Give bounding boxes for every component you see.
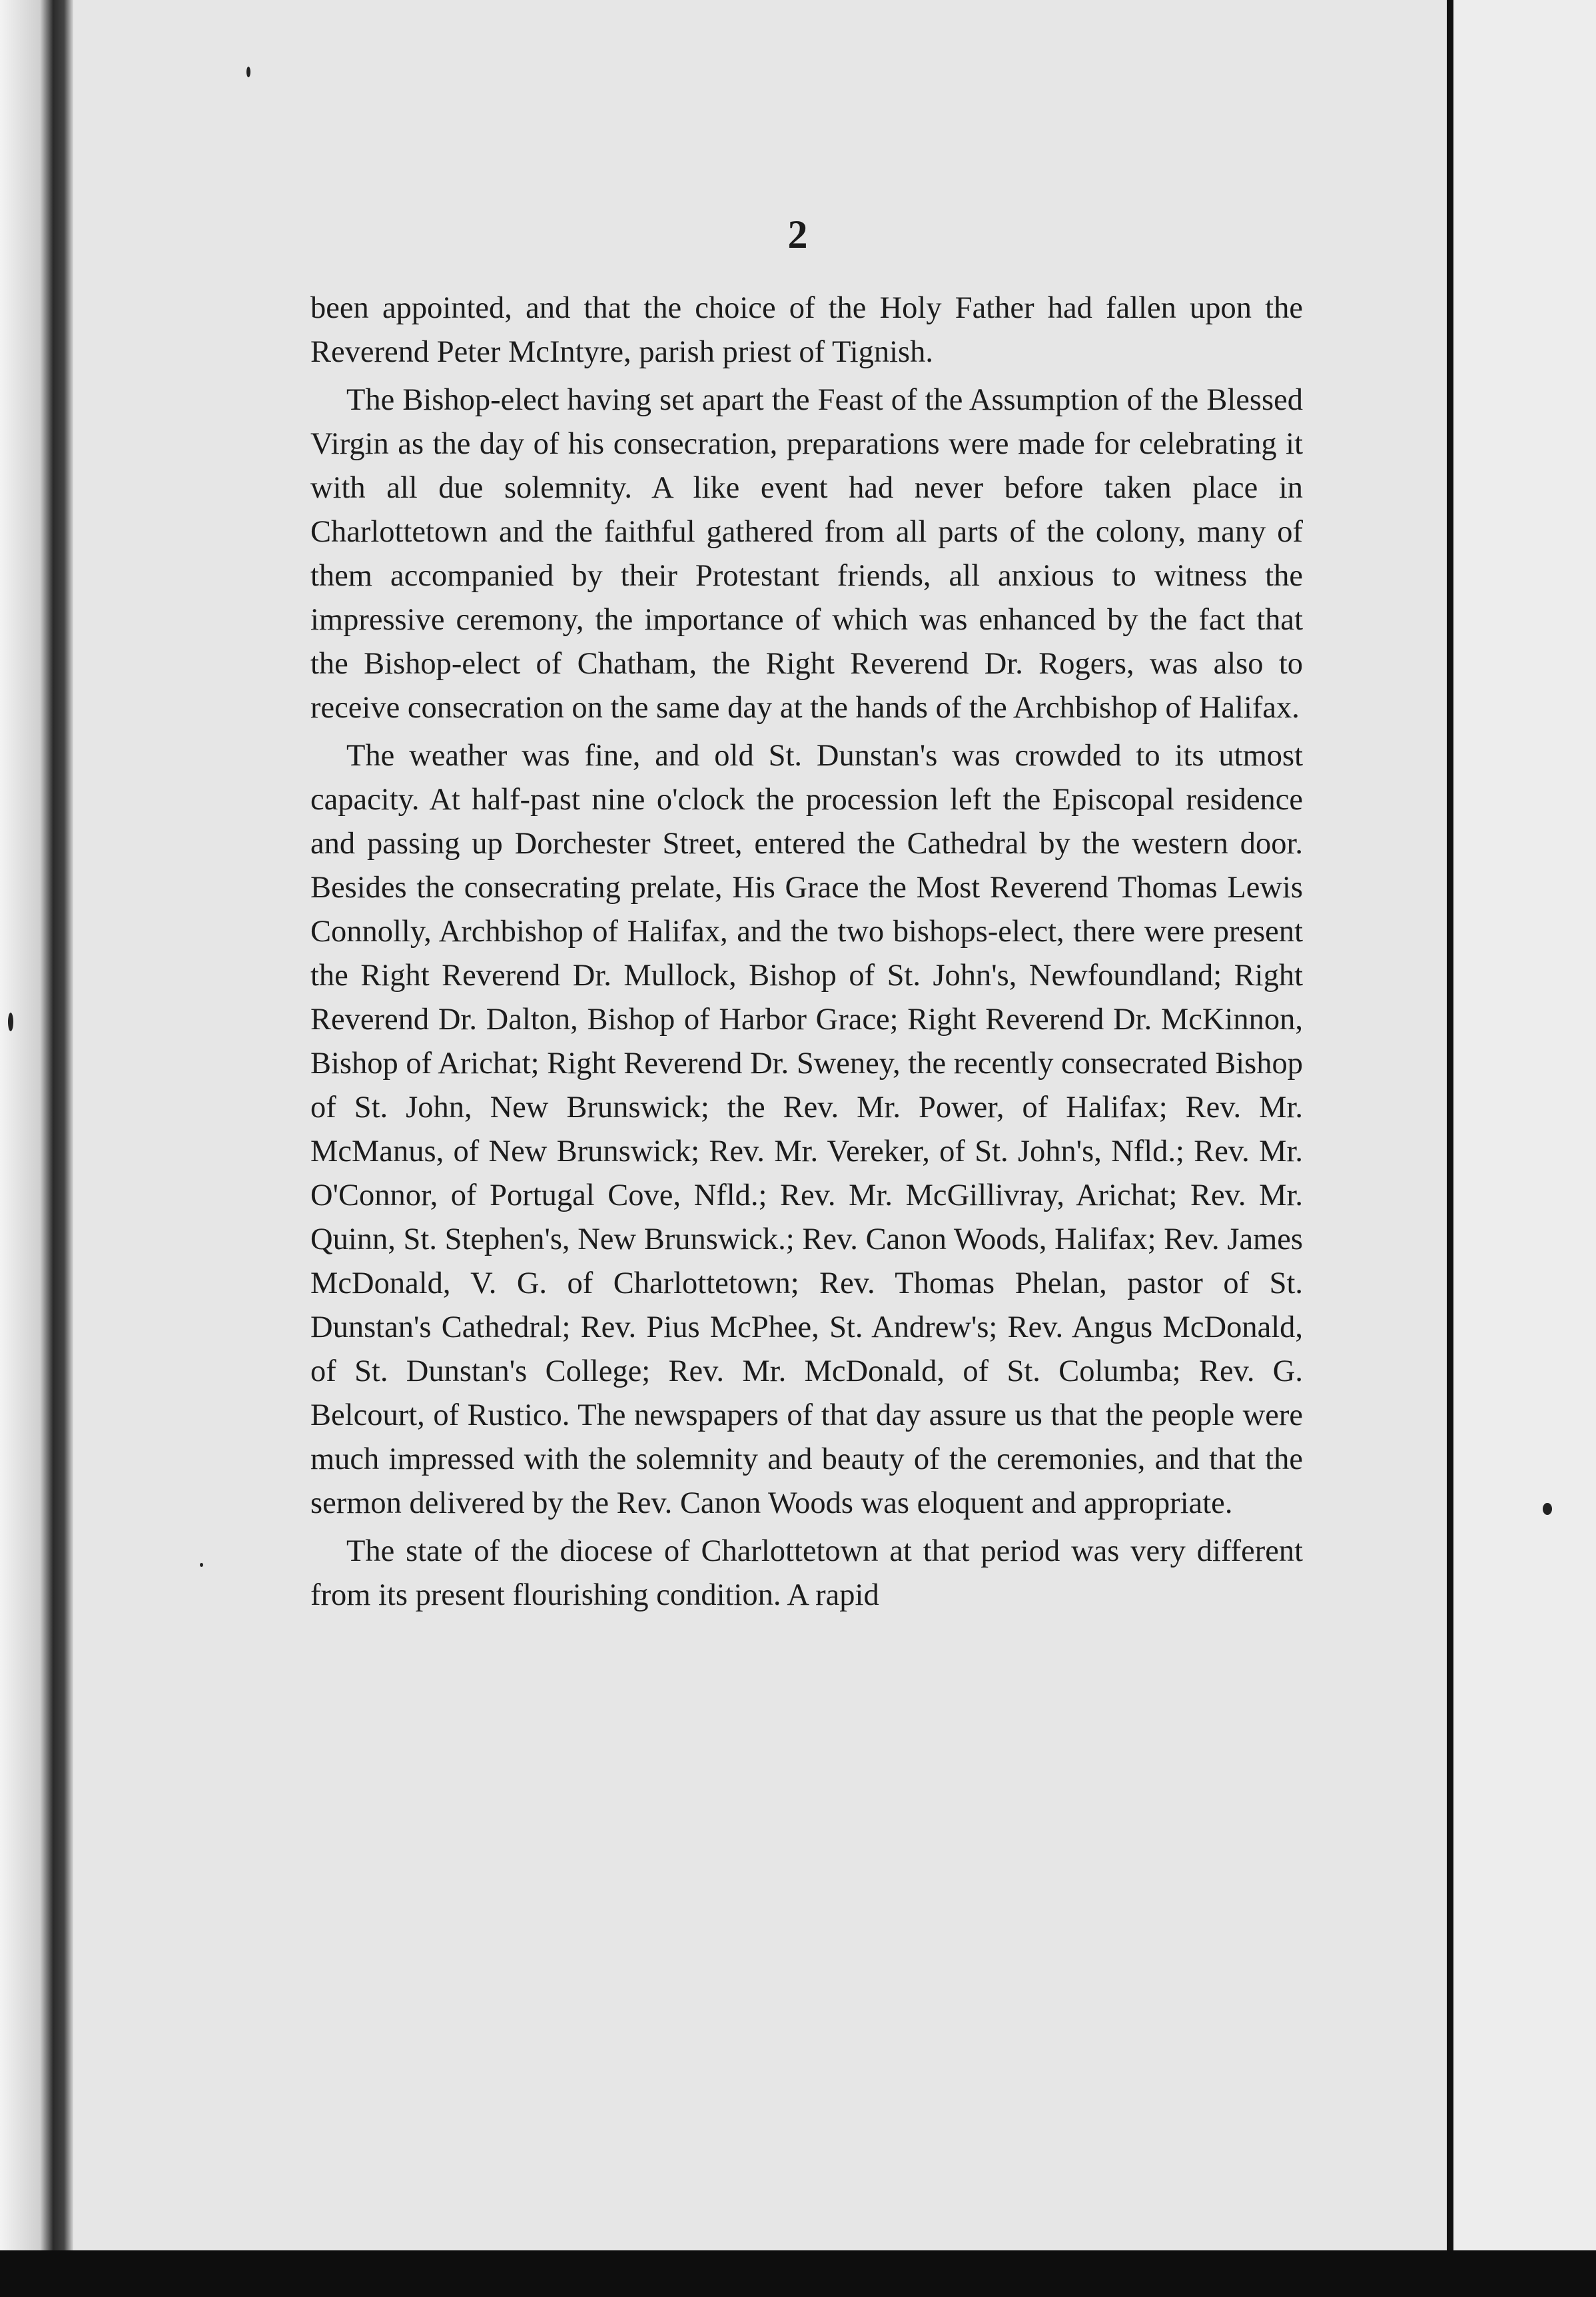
page-edge-rule [1447, 0, 1453, 2297]
scan-speck [246, 67, 250, 77]
paragraph: The Bishop-elect having set apart the Feast of the Assumption of the Blessed Virgin as the day of his consecration, preparations were made for celebrating it with all due solemnity. A like event had never before taken place in Charlottetown and the faithful gathered from all parts of the colony, many of them accompanied by their Protestant friends, all anxious to witness the impressive ceremony, the importance of which was enhanced by the fact that the Bishop-elect of Chatham, the Right Reverend Dr. Rogers, was also to receive consecration on the same day at the hands of the Archbishop of Halifax. [310, 383, 1303, 725]
paragraph: been appointed, and that the choice of the Holy Father had fallen upon the Reverend Peter McIntyre, parish priest of Tignish. [310, 291, 1303, 369]
page-number: 2 [787, 213, 809, 256]
adjacent-page-strip [1453, 0, 1596, 2297]
paragraph: The weather was fine, and old St. Dunstan's was crowded to its utmost capacity. At half-past nine o'clock the procession left the Episcopal residence and passing up Dorchester Street, entered the Cathedral by the western door. Besides the consecrating prelate, His Grace the Most Reverend Thomas Lewis Connolly, Archbishop of Halifax, and the two bishops-elect, there were present the Right Reverend Dr. Mullock, Bishop of St. John's, Newfoundland; Right Reverend Dr. Dalton, Bishop of Harbor Grace; Right Reverend Dr. McKinnon, Bishop of Arichat; Right Reverend Dr. Sweney, the recently consecrated Bishop of St. John, New Brunswick; the Rev. Mr. Power, of Halifax; Rev. Mr. McManus, of New Brunswick; Rev. Mr. Vereker, of St. John's, Nfld.; Rev. Mr. O'Connor, of Portugal Cove, Nfld.; Rev. Mr. McGillivray, Arichat; Rev. Mr. Quinn, St. Stephen's, New Brunswick.; Rev. Canon Woods, Halifax; Rev. James McDonald, V. G. of Charlottetown; Rev. Thomas Phelan, pastor of St. Dunstan's Cathedral; Rev. Pius McPhee, St. Andrew's; Rev. Angus McDonald, of St. Dunstan's College; Rev. Mr. McDonald, of St. Columba; Rev. G. Belcourt, of Rustico. The newspapers of that day assure us that the people were much impressed with the solemnity and beauty of the ceremonies, and that the sermon delivered by the Rev. Canon Woods was eloquent and appropriate. [310, 739, 1303, 1520]
body-text [310, 286, 1303, 1621]
paragraph: The state of the diocese of Charlottetown at that period was very different from its present flourishing condition. A rapid [310, 1534, 1303, 1612]
scan-bottom-edge [0, 2250, 1596, 2297]
scan-speck [200, 1563, 203, 1567]
scan-speck [8, 1013, 13, 1031]
scan-speck [1543, 1503, 1552, 1515]
binding-shadow [0, 0, 73, 2297]
